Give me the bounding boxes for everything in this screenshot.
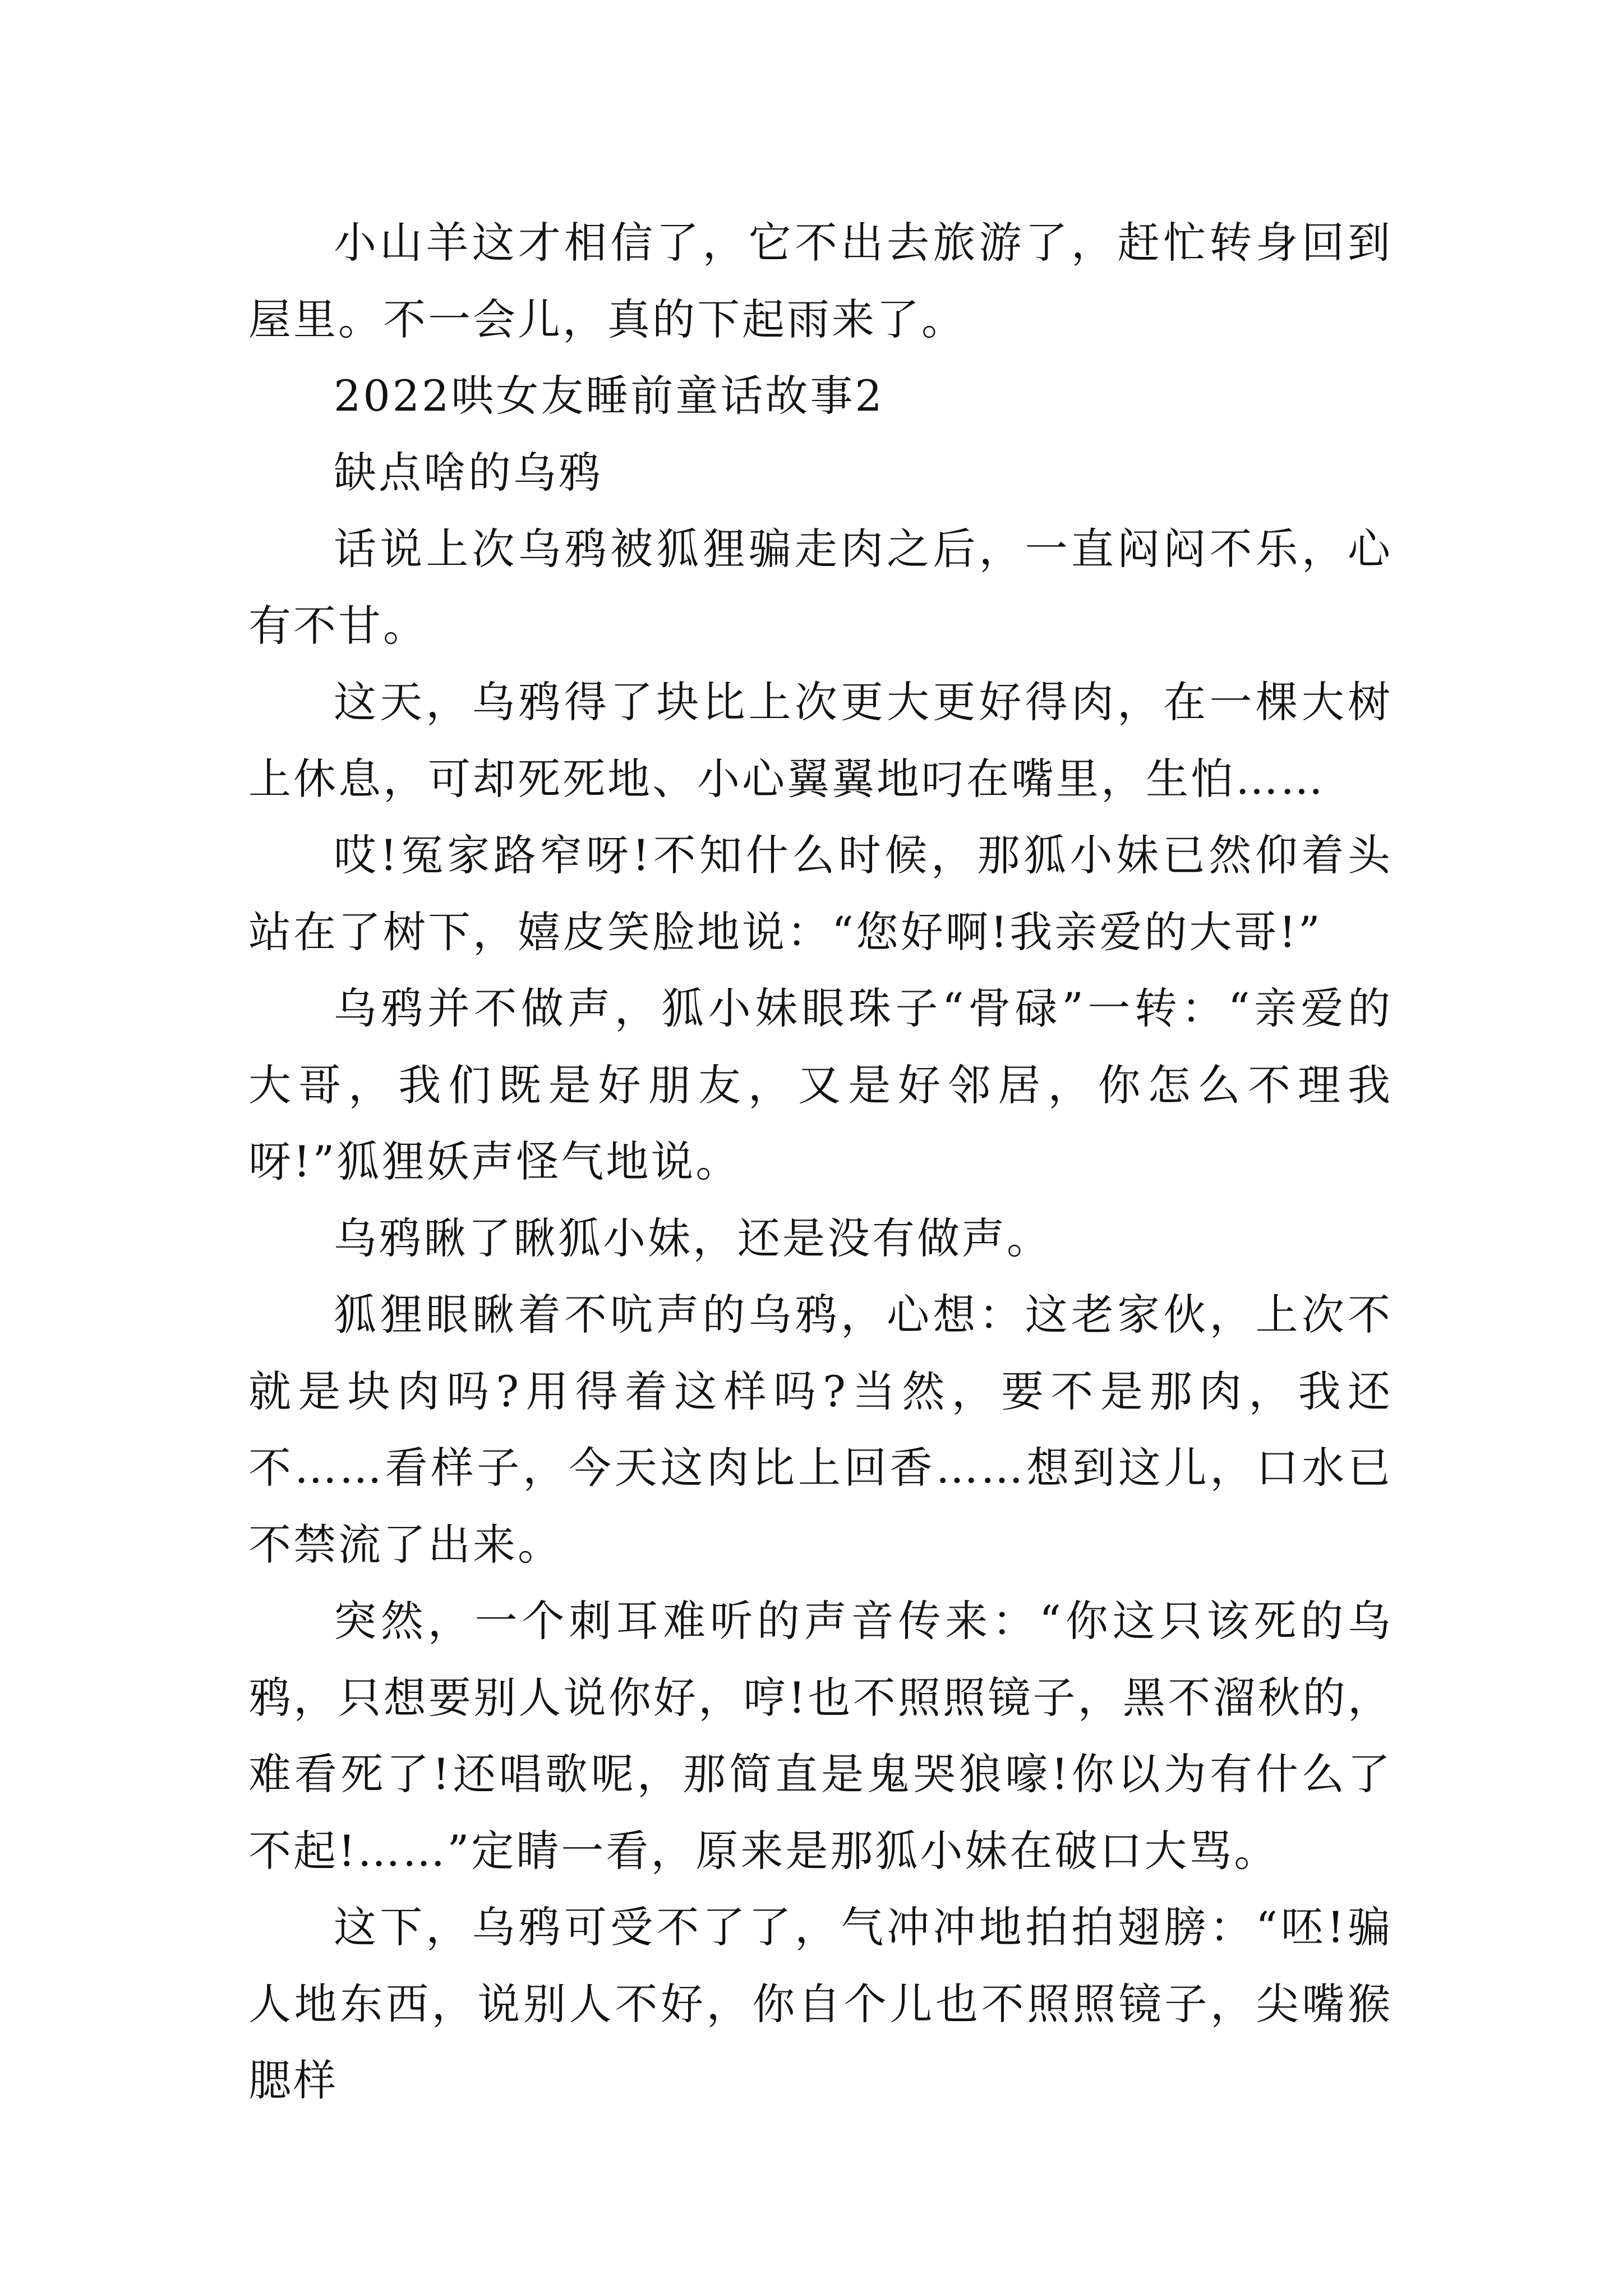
paragraph: 话说上次乌鸦被狐狸骗走肉之后，一直闷闷不乐，心有不甘。 [248, 524, 1393, 651]
paragraph: 突然，一个刺耳难听的声音传来：“你这只该死的乌鸦，只想要别人说你好，哼!也不照照镜子，黑不溜秋的，难看死了!还唱歌呢，那简直是鬼哭狼嚎!你以为有什么了不起!……”定睛一看，原来是那狐小妹在破口大骂。 [248, 1596, 1393, 1876]
paragraph: 哎!冤家路窄呀!不知什么时候，那狐小妹已然仰着头站在了树下，嬉皮笑脸地说：“您好啊!我亲爱的大哥!” [248, 830, 1393, 957]
paragraph: 乌鸦并不做声，狐小妹眼珠子“骨碌”一转：“亲爱的大哥，我们既是好朋友，又是好邻居，你怎么不理我呀!”狐狸妖声怪气地说。 [248, 983, 1393, 1186]
paragraph: 这下，乌鸦可受不了了，气冲冲地拍拍翅膀：“呸!骗人地东西，说别人不好，你自个儿也不照照镜子，尖嘴猴腮样 [248, 1902, 1393, 2105]
document-body [248, 205, 1393, 2119]
story-title: 缺点啥的乌鸦 [334, 447, 603, 498]
paragraph: 小山羊这才相信了，它不出去旅游了，赶忙转身回到屋里。不一会儿，真的下起雨来了。 [248, 218, 1393, 344]
paragraph: 乌鸦瞅了瞅狐小妹，还是没有做声。 [334, 1213, 1052, 1263]
paragraph: 这天，乌鸦得了块比上次更大更好得肉，在一棵大树上休息，可却死死地、小心翼翼地叼在嘴里，生怕…… [248, 677, 1393, 804]
paragraph: 狐狸眼瞅着不吭声的乌鸦，心想：这老家伙，上次不就是块肉吗?用得着这样吗?当然，要不是那肉，我还不……看样子，今天这肉比上回香……想到这儿，口水已不禁流了出来。 [248, 1290, 1393, 1570]
story-heading: 2022哄女友睡前童话故事2 [334, 371, 884, 421]
